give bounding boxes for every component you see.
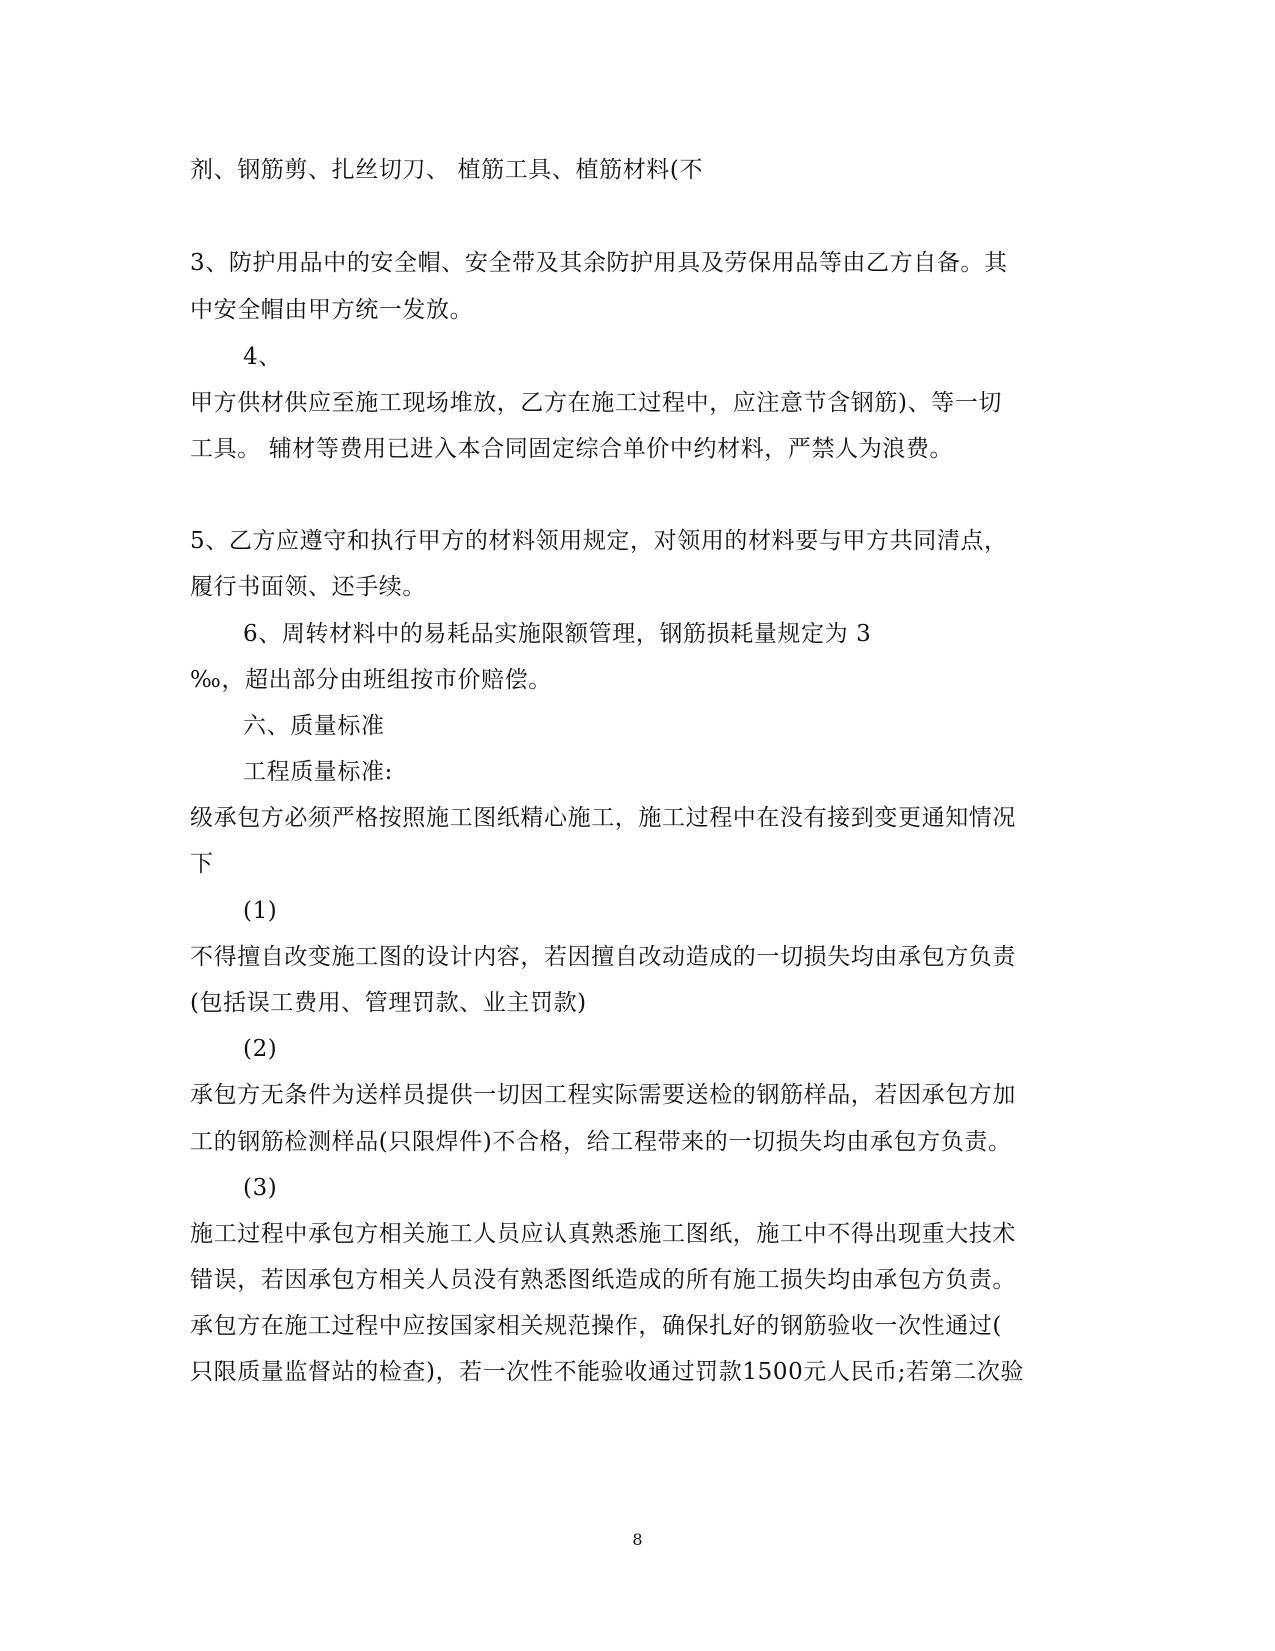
- text-line: 6、周转材料中的易耗品实施限额管理，钢筋损耗量规定为 3: [243, 621, 872, 647]
- text-line: 级承包方必须严格按照施工图纸精心施工，施工过程中在没有接到变更通知情况: [190, 805, 1016, 831]
- text-line: 4、: [243, 344, 282, 370]
- text-line: 工程质量标准:: [243, 759, 393, 785]
- text-line: 工具。 辅材等费用已进入本合同固定综合单价中约材料，严禁人为浪费。: [190, 436, 954, 462]
- page-number: 8: [632, 1530, 643, 1549]
- text-line: (2): [243, 1036, 278, 1062]
- text-line: 履行书面领、还手续。: [190, 574, 426, 600]
- text-line: ‰，超出部分由班组按市价赔偿。: [190, 667, 552, 693]
- text-line: 承包方无条件为送样员提供一切因工程实际需要送检的钢筋样品，若因承包方加: [190, 1082, 1016, 1108]
- text-line: 下: [190, 851, 214, 877]
- text-line: 3、防护用品中的安全帽、安全带及其余防护用具及劳保用品等由乙方自备。其: [190, 250, 1008, 276]
- text-line: 甲方供材供应至施工现场堆放，乙方在施工过程中，应注意节含钢筋)、等一切: [190, 390, 1002, 416]
- text-line: (3): [243, 1175, 278, 1201]
- text-line: 剂、钢筋剪、扎丝切刀、 植筋工具、植筋材料(不: [190, 157, 704, 183]
- text-line: 工的钢筋检测样品(只限焊件)不合格，给工程带来的一切损失均由承包方负责。: [190, 1129, 1012, 1155]
- text-line: 错误，若因承包方相关人员没有熟悉图纸造成的所有施工损失均由承包方负责。: [190, 1267, 1016, 1293]
- text-line: 中安全帽由甲方统一发放。: [190, 297, 474, 323]
- text-line: 5、乙方应遵守和执行甲方的材料领用规定，对领用的材料要与甲方共同清点，: [190, 528, 1008, 554]
- text-line: (1): [243, 898, 278, 924]
- text-line: 只限质量监督站的检查)，若一次性不能验收通过罚款1500元人民币;若第二次验: [190, 1359, 1025, 1385]
- text-line: 施工过程中承包方相关施工人员应认真熟悉施工图纸，施工中不得出现重大技术: [190, 1221, 1016, 1247]
- section-heading: 六、质量标准: [243, 713, 385, 739]
- text-line: 承包方在施工过程中应按国家相关规范操作，确保扎好的钢筋验收一次性通过(: [190, 1313, 1002, 1339]
- text-line: 不得擅自改变施工图的设计内容，若因擅自改动造成的一切损失均由承包方负责: [190, 944, 1016, 970]
- text-line: (包括误工费用、管理罚款、业主罚款): [190, 990, 587, 1016]
